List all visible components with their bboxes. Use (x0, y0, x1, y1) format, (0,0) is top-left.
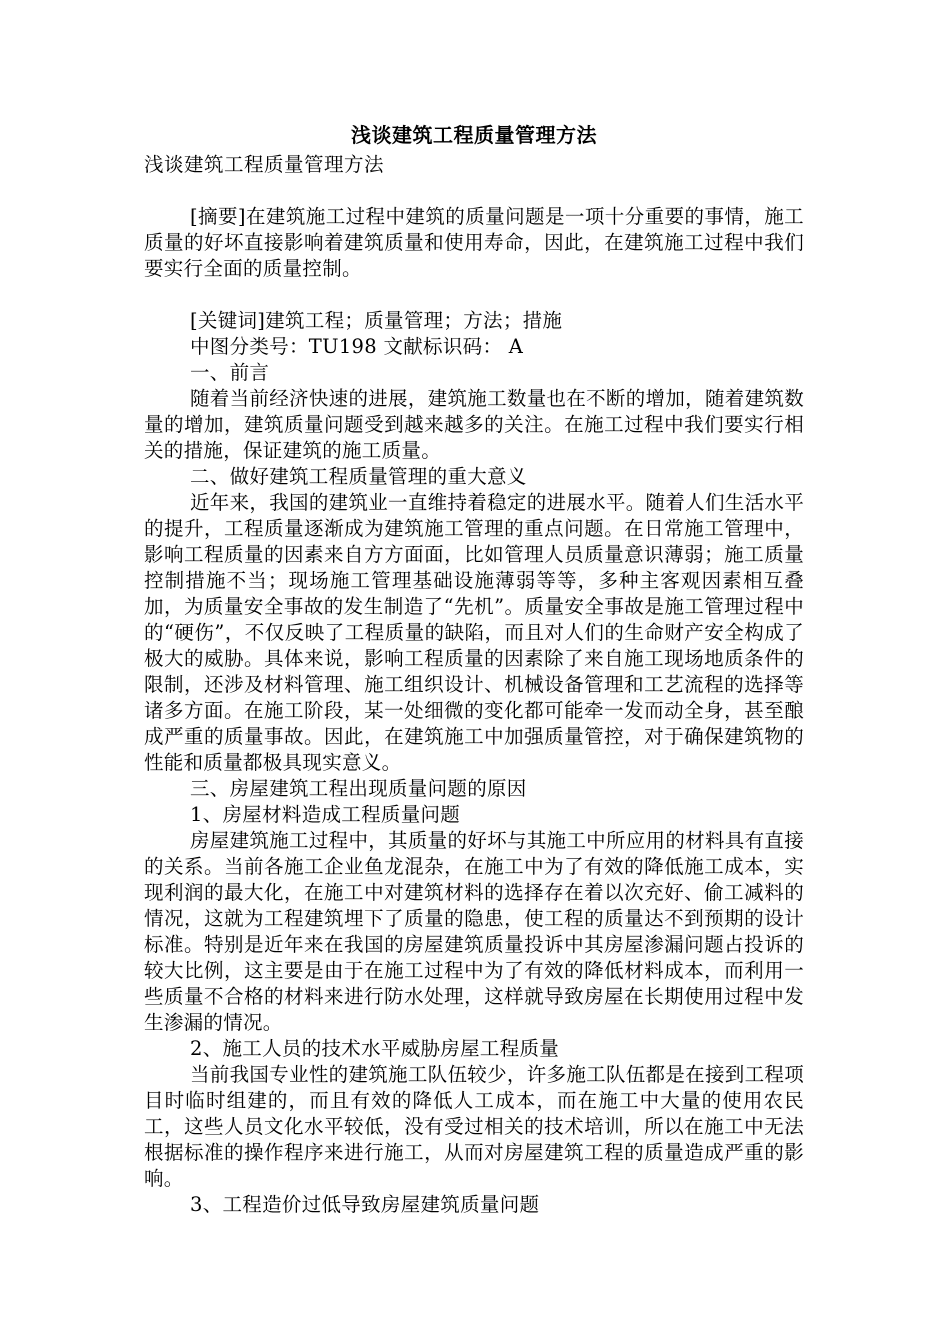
body-paragraph: 当前我国专业性的建筑施工队伍较少，许多施工队伍都是在接到工程项目时临时组建的，而且有效的降低人工成本，而在施工中大量的使用农民工，这些人员文化水平较低，没有受过相关的技术培训，所以在施工中无法根据标准的操作程序来进行施工，从而对房屋建筑工程的质量造成严重的影响。 (144, 1063, 804, 1190)
subsection-heading: 3、工程造价过低导致房屋建筑质量问题 (190, 1193, 540, 1216)
body-paragraph: 房屋建筑施工过程中，其质量的好坏与其施工中所应用的材料具有直接的关系。当前各施工企业鱼龙混杂，在施工中为了有效的降低施工成本，实现利润的最大化，在施工中对建筑材料的选择存在着以次充好、偷工减料的情况，这就为工程建筑埋下了质量的隐患，使工程的质量达不到预期的设计标准。特别是近年来在我国的房屋建筑质量投诉中其房屋渗漏问题占投诉的较大比例，这主要是由于在施工过程中为了有效的降低材料成本，而利用一些质量不合格的材料来进行防水处理，这样就导致房屋在长期使用过程中发生渗漏的情况。 (144, 829, 804, 1034)
document-title: 浅谈建筑工程质量管理方法 (351, 123, 597, 147)
body-paragraph: 随着当前经济快速的进展，建筑施工数量也在不断的增加，随着建筑数量的增加，建筑质量问题受到越来越多的关注。在施工过程中我们要实行相关的措施，保证建筑的施工质量。 (144, 387, 804, 462)
body-paragraph: 近年来，我国的建筑业一直维持着稳定的进展水平。随着人们生活水平的提升，工程质量逐渐成为建筑施工管理的重点问题。在日常施工管理中，影响工程质量的因素来自方方面面，比如管理人员质量意识薄弱；施工质量控制措施不当；现场施工管理基础设施薄弱等等，多种主客观因素相互叠加，为质量安全事故的发生制造了“先机”。质量安全事故是施工管理过程中的“硬伤”，不仅反映了工程质量的缺陷，而且对人们的生命财产安全构成了极大的威胁。具体来说，影响工程质量的因素除了来自施工现场地质条件的限制，还涉及材料管理、施工组织设计、机械设备管理和工艺流程的选择等诸多方面。在施工阶段，某一处细微的变化都可能牵一发而动全身，甚至酿成严重的质量事故。因此，在建筑施工中加强质量管控，对于确保建筑物的性能和质量都极具现实意义。 (144, 491, 804, 774)
document-page (144, 120, 804, 1218)
keywords-line: [关键词]建筑工程；质量管理；方法；措施 (190, 309, 563, 332)
classification-line: 中图分类号：TU198 文献标识码： A (190, 335, 524, 358)
abstract-paragraph: [摘要]在建筑施工过程中建筑的质量问题是一项十分重要的事情，施工质量的好坏直接影响着建筑质量和使用寿命，因此，在建筑施工过程中我们要实行全面的质量控制。 (144, 205, 804, 280)
document-subtitle: 浅谈建筑工程质量管理方法 (144, 153, 385, 176)
subsection-heading: 1、房屋材料造成工程质量问题 (190, 803, 461, 826)
spacer (144, 282, 804, 308)
section-heading: 一、前言 (190, 361, 270, 384)
subsection-heading: 2、施工人员的技术水平威胁房屋工程质量 (190, 1037, 560, 1060)
section-heading: 三、房屋建筑工程出现质量问题的原因 (190, 777, 527, 800)
section-heading: 二、做好建筑工程质量管理的重大意义 (190, 465, 527, 488)
